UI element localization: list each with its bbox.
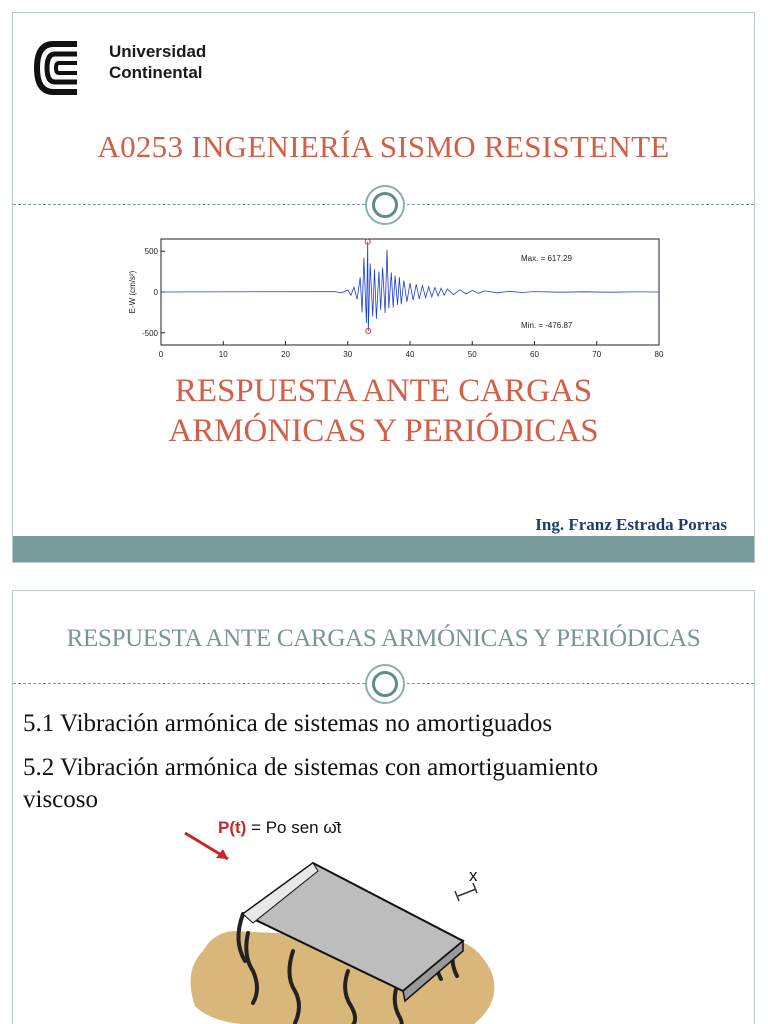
x-tick-label-8: 80 bbox=[654, 350, 664, 359]
x-tick-label-4: 40 bbox=[405, 350, 415, 359]
author-name: Ing. Franz Estrada Porras bbox=[535, 515, 727, 534]
y-tick-label-0: 500 bbox=[144, 247, 158, 257]
topic-5-2: 5.2 Vibración armónica de sistemas con amortiguamiento bbox=[23, 754, 598, 781]
logo-line-2: Continental bbox=[109, 63, 203, 82]
x-tick-label-5: 50 bbox=[467, 350, 477, 359]
course-title: A0253 INGENIERÍA SISMO RESISTENTE bbox=[97, 129, 670, 164]
max-annotation: Max. = 617.29 bbox=[521, 254, 572, 263]
main-title bbox=[13, 371, 754, 451]
logo-mark-icon bbox=[33, 38, 99, 98]
topic-5-1: 5.1 Vibración armónica de sistemas no amortiguados bbox=[23, 710, 553, 737]
load-expression: = Po sen ω̄t bbox=[251, 818, 342, 837]
slide-title: RESPUESTA ANTE CARGAS ARMÓNICAS Y PERIÓDICAS bbox=[66, 625, 701, 652]
circle-ornament-icon bbox=[365, 664, 405, 704]
frame-illustration bbox=[173, 811, 503, 1024]
content-slide bbox=[12, 590, 755, 1024]
min-annotation: Min. = -476.87 bbox=[521, 321, 573, 330]
main-title-line-2: ARMÓNICAS Y PERIÓDICAS bbox=[168, 413, 599, 449]
university-logo bbox=[33, 38, 233, 98]
seismogram-chart bbox=[121, 235, 681, 375]
topic-5-2-continued: viscoso bbox=[23, 786, 98, 813]
y-tick-label-1: 0 bbox=[153, 288, 158, 297]
load-equation bbox=[218, 818, 341, 838]
displacement-label: x bbox=[469, 866, 478, 885]
logo-text bbox=[109, 41, 206, 83]
x-tick-label-0: 0 bbox=[158, 350, 164, 359]
y-axis-label: E-W (cm/s²) bbox=[128, 270, 137, 314]
x-tick-label-2: 20 bbox=[281, 350, 290, 359]
x-tick-label-6: 60 bbox=[530, 350, 539, 359]
x-tick-label-1: 10 bbox=[218, 350, 228, 359]
displacement-arrow-icon bbox=[458, 889, 476, 896]
logo-line-1: Universidad bbox=[109, 42, 207, 61]
y-tick-label-2: -500 bbox=[141, 328, 158, 338]
title-slide bbox=[12, 12, 755, 563]
x-tick-label-3: 30 bbox=[343, 350, 353, 359]
footer-bar bbox=[13, 536, 754, 562]
x-tick-label-7: 70 bbox=[592, 350, 602, 359]
circle-ornament-icon bbox=[365, 185, 405, 225]
main-title-line-1: RESPUESTA ANTE CARGAS bbox=[174, 373, 593, 409]
load-symbol: P(t) bbox=[218, 818, 247, 837]
